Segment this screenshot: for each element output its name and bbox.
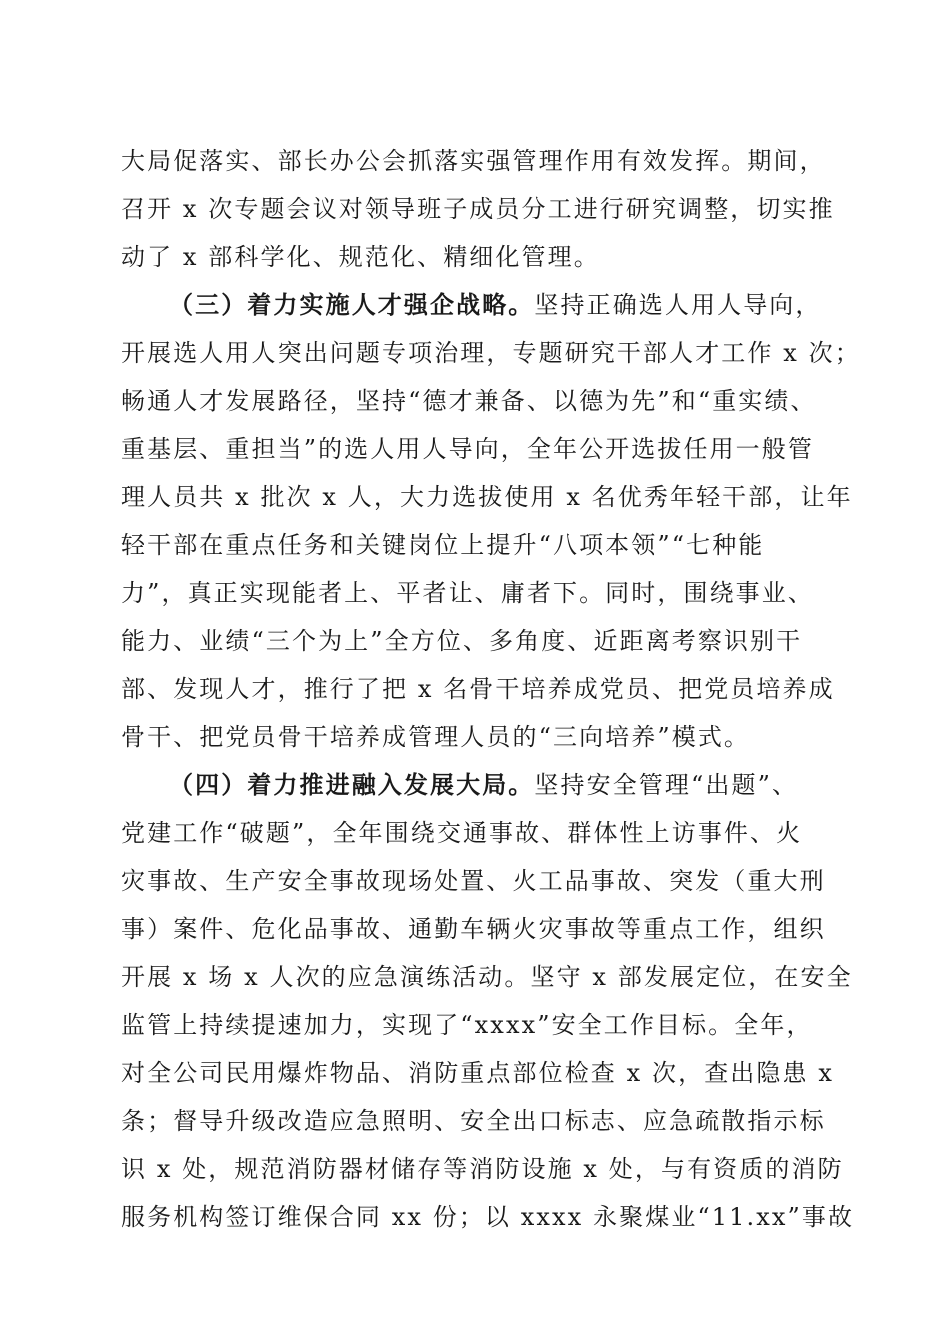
body-text-line: 识 x 处，规范消防器材储存等消防设施 x 处，与有资质的消防 (121, 1155, 844, 1183)
body-text-line: 党建工作“破题”，全年围绕交通事故、群体性上访事件、火 (121, 819, 803, 847)
body-text-line: 事）案件、危化品事故、通勤车辆火灾事故等重点工作，组织 (121, 915, 826, 943)
body-text-line: 动了 x 部科学化、规范化、精细化管理。 (121, 243, 600, 271)
section-4-text: 坚持安全管理“出题”、 (534, 771, 799, 799)
body-text-line: 力”，真正实现能者上、平者让、庸者下。同时，围绕事业、 (121, 579, 814, 607)
body-text-line: 灾事故、生产安全事故现场处置、火工品事故、突发（重大刑 (121, 867, 826, 895)
body-text-line: 监管上持续提速加力，实现了“xxxx”安全工作目标。全年， (121, 1011, 813, 1039)
body-text-line: 条；督导升级改造应急照明、安全出口标志、应急疏散指示标 (121, 1107, 826, 1135)
section-3-heading: （三）着力实施人才强企战略。 (169, 290, 535, 319)
body-text-line: 轻干部在重点任务和关键岗位上提升“八项本领”“七种能 (121, 531, 765, 559)
body-text-line: 能力、业绩“三个为上”全方位、多角度、近距离考察识别干 (121, 627, 803, 655)
section-4-first-line (169, 765, 889, 805)
body-text-line: 对全公司民用爆炸物品、消防重点部位检查 x 次，查出隐患 x (121, 1059, 834, 1087)
body-text-line: 重基层、重担当”的选人用人导向，全年公开选拔任用一般管 (121, 435, 814, 463)
section-4-heading: （四）着力推进融入发展大局。 (169, 770, 535, 799)
body-text-line: 大局促落实、部长办公会抓落实强管理作用有效发挥。期间， (121, 147, 826, 175)
body-text-line: 部、发现人才，推行了把 x 名骨干培养成党员、把党员培养成 (121, 675, 835, 703)
body-text-line: 畅通人才发展路径，坚持“德才兼备、以德为先”和“重实绩、 (121, 387, 817, 415)
body-text-line: 开展选人用人突出问题专项治理，专题研究干部人才工作 x 次； (121, 339, 861, 367)
body-text-line: 服务机构签订维保合同 xx 份；以 xxxx 永聚煤业“11.xx”事故 (121, 1203, 855, 1231)
body-text-line: 召开 x 次专题会议对领导班子成员分工进行研究调整，切实推 (121, 195, 835, 223)
body-text-line: 理人员共 x 批次 x 人，大力选拔使用 x 名优秀年轻干部，让年 (121, 483, 853, 511)
body-text-line: 开展 x 场 x 人次的应急演练活动。坚守 x 部发展定位，在安全 (121, 963, 853, 991)
section-3-text: 坚持正确选人用人导向， (534, 291, 822, 319)
section-3-first-line (169, 285, 889, 325)
body-text-line: 骨干、把党员骨干培养成管理人员的“三向培养”模式。 (121, 723, 751, 751)
